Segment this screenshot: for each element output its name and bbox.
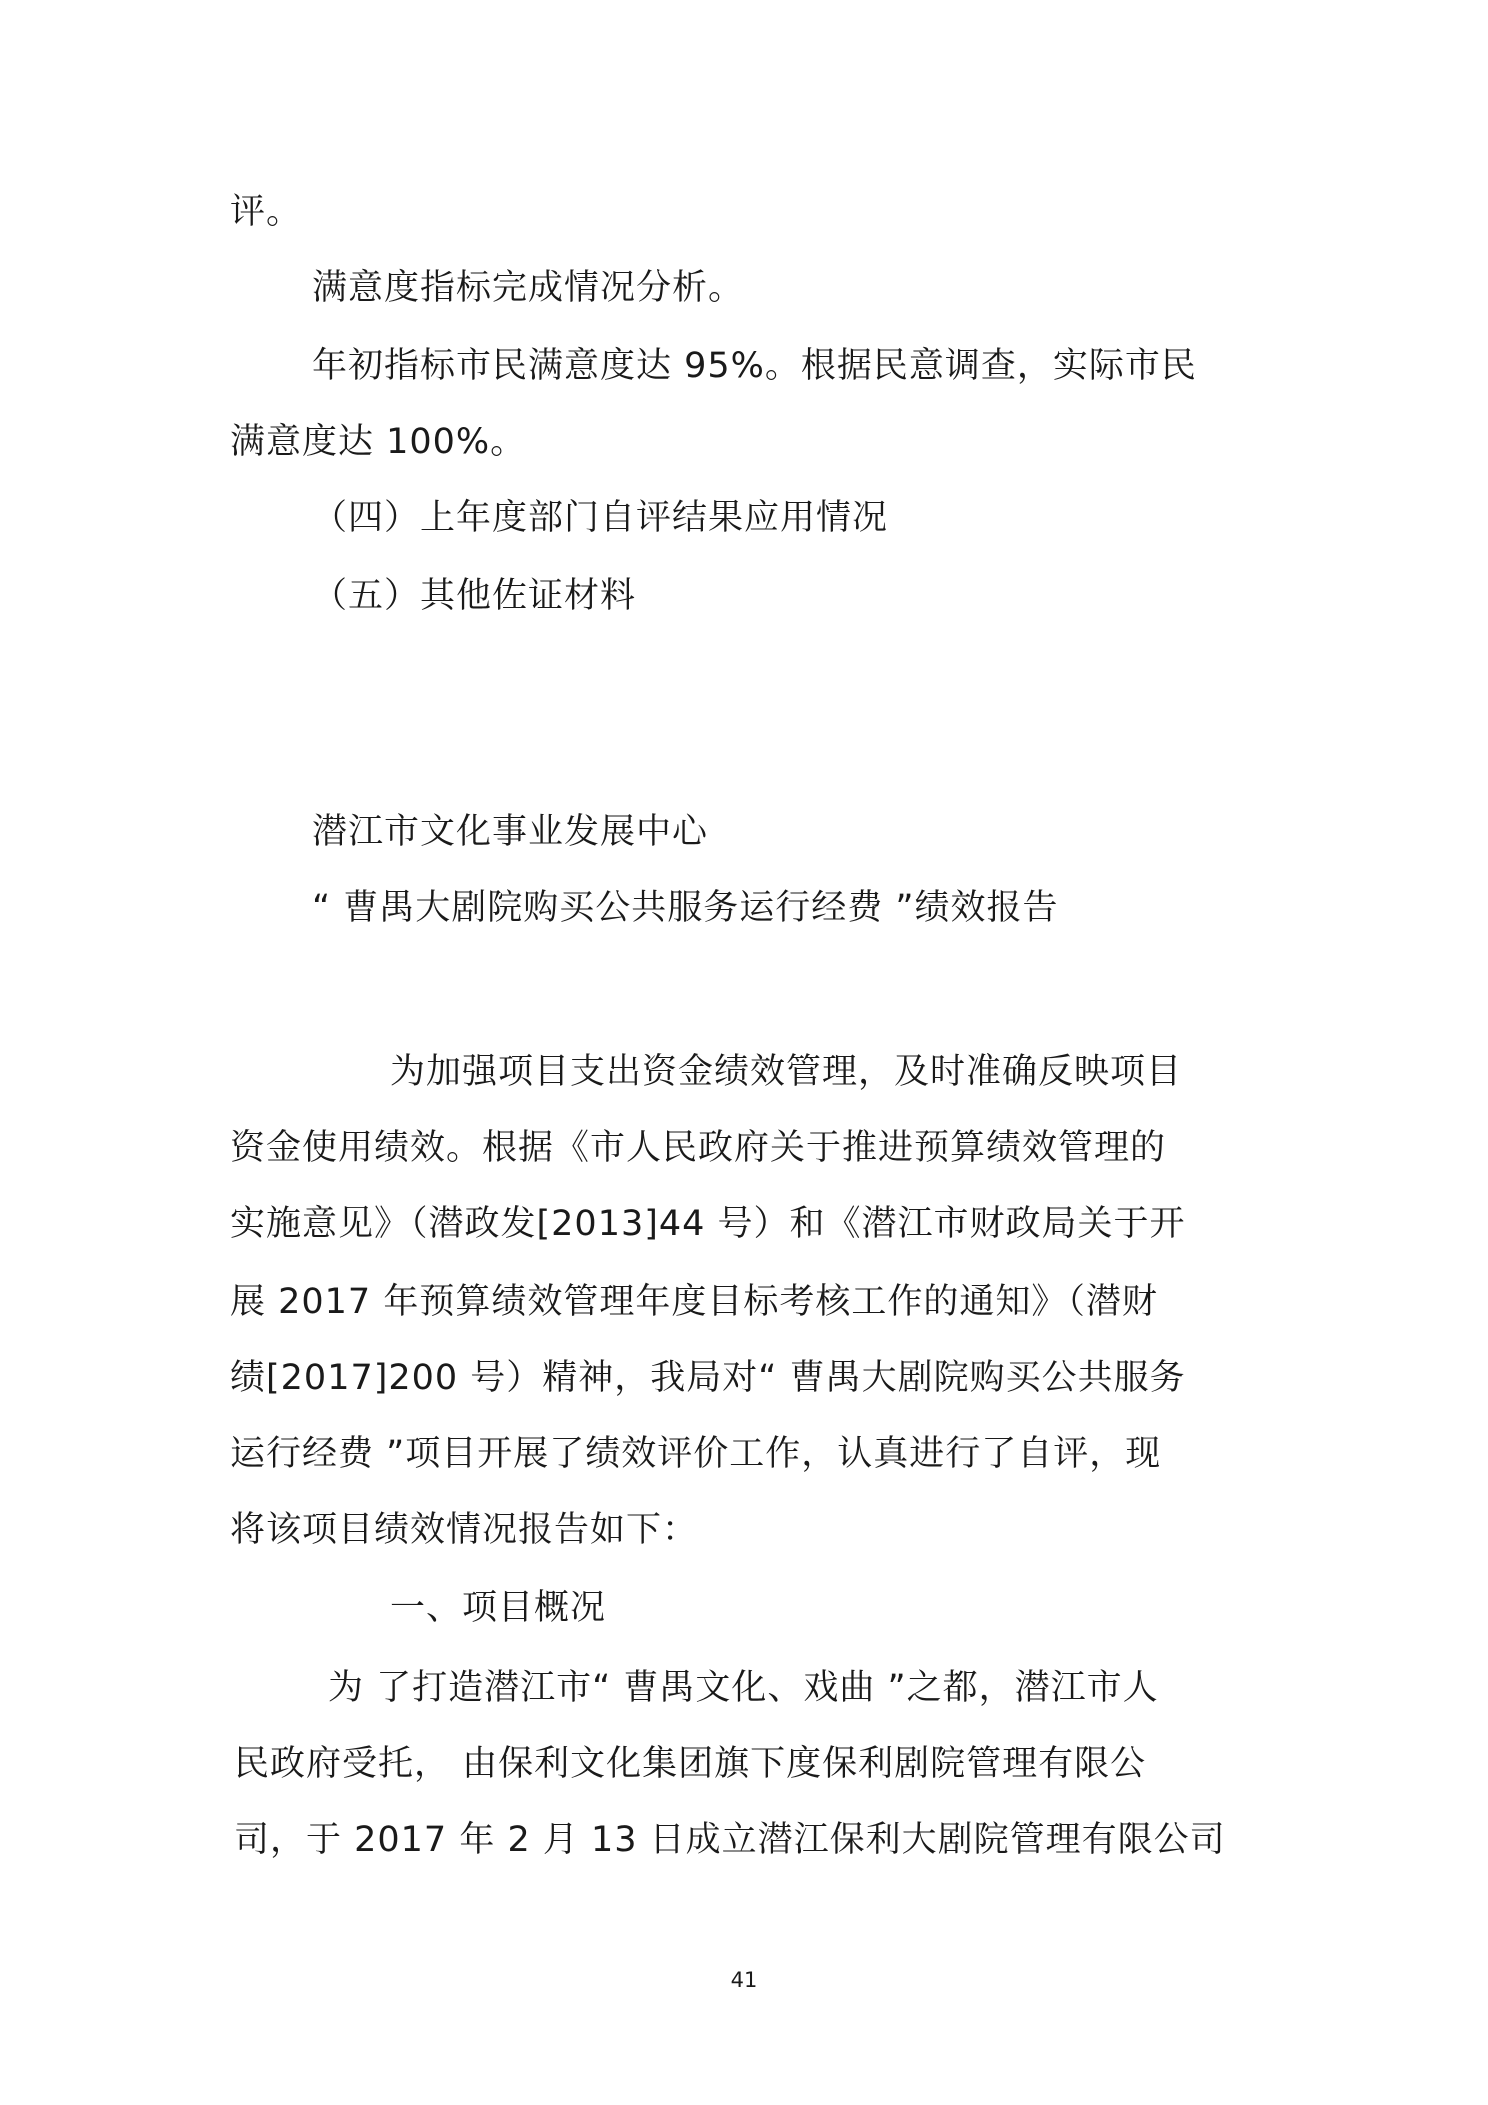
text-line: 为 了打造潜江市“ 曹禺文化、戏曲 ”之都，潜江市人 (328, 1668, 1159, 1708)
text-line: 满意度指标完成情况分析。 (312, 268, 745, 308)
text-line: 年初指标市民满意度达 95%。根据民意调查，实际市民 (312, 346, 1197, 386)
page-number: 41 (730, 1968, 758, 1992)
report-org: 潜江市文化事业发展中心 (312, 812, 709, 852)
text-line: 民政府受托， 由保利文化集团旗下度保利剧院管理有限公 (234, 1744, 1147, 1784)
text-line: 司，于 2017 年 2 月 13 日成立潜江保利大剧院管理有限公司 (234, 1820, 1226, 1860)
section-heading: （四）上年度部门自评结果应用情况 (312, 498, 889, 538)
section-heading: （五）其他佐证材料 (312, 576, 637, 616)
report-title: “ 曹禺大剧院购买公共服务运行经费 ”绩效报告 (312, 888, 1059, 928)
text-line: 绩[2017]200 号）精神，我局对“ 曹禺大剧院购买公共服务 (230, 1358, 1186, 1398)
text-line: 实施意见》（潜政发[2013]44 号）和《潜江市财政局关于开 (230, 1204, 1186, 1244)
text-line: 满意度达 100%。 (230, 422, 527, 462)
text-line: 将该项目绩效情况报告如下： (230, 1510, 699, 1550)
section-heading: 一、项目概况 (390, 1588, 607, 1628)
text-line: 评。 (230, 192, 303, 232)
text-line: 运行经费 ”项目开展了绩效评价工作，认真进行了自评，现 (230, 1434, 1162, 1474)
text-line: 为加强项目支出资金绩效管理，及时准确反映项目 (390, 1052, 1183, 1092)
text-line: 资金使用绩效。根据《市人民政府关于推进预算绩效管理的 (230, 1128, 1167, 1168)
text-line: 展 2017 年预算绩效管理年度目标考核工作的通知》（潜财 (230, 1282, 1158, 1322)
